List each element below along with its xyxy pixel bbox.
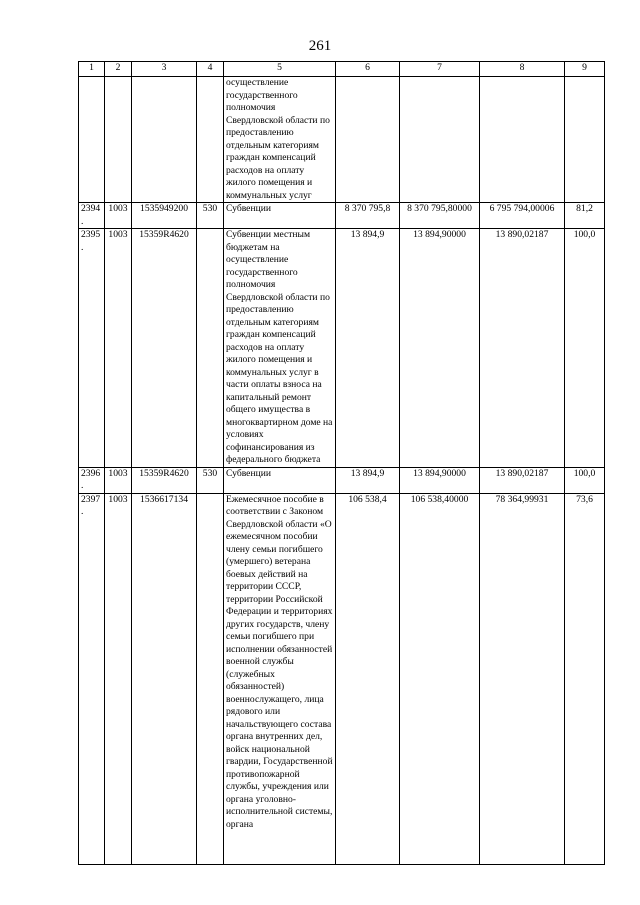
executed-amount	[480, 77, 565, 203]
table-row	[79, 467, 605, 493]
column-header: 2	[105, 62, 132, 77]
execution-percent: 81,2	[565, 203, 605, 229]
column-header: 5	[224, 62, 336, 77]
execution-percent: 73,6	[565, 493, 605, 864]
page-number: 261	[308, 38, 332, 54]
executed-amount: 13 890,02187	[480, 229, 565, 468]
budget-plan-amount: 106 538,40000	[400, 493, 480, 864]
column-header: 8	[480, 62, 565, 77]
section-code: 1003	[105, 203, 132, 229]
executed-amount: 13 890,02187	[480, 467, 565, 493]
approved-amount: 106 538,4	[336, 493, 400, 864]
approved-amount	[336, 77, 400, 203]
expense-type-code	[197, 77, 224, 203]
row-number: 2396.	[79, 467, 105, 493]
row-number: 2397.	[79, 493, 105, 864]
table-header-row	[79, 62, 605, 77]
executed-amount: 6 795 794,00006	[480, 203, 565, 229]
column-header: 7	[400, 62, 480, 77]
target-code	[132, 77, 197, 203]
expense-type-code: 530	[197, 467, 224, 493]
section-code: 1003	[105, 493, 132, 864]
section-code	[105, 77, 132, 203]
approved-amount: 8 370 795,8	[336, 203, 400, 229]
target-code: 1535949200	[132, 203, 197, 229]
target-code: 15359R4620	[132, 229, 197, 468]
item-name: Субвенции местным бюджетам на осуществление государственного полномочия Свердловской области по предоставлению отдельным категориям граждан компенсаций расходов на оплату жилого помещения и коммунальных услуг в части оплаты взноса на капитальный ремонт общего имущества в многоквартирном доме на условиях софинансирования из федерального бюджета	[224, 229, 336, 468]
item-name: осуществление государственного полномочия Свердловской области по предоставлению отдельным категориям граждан компенсаций расходов на оплату жилого помещения и коммунальных услуг	[224, 77, 336, 203]
target-code: 1536617134	[132, 493, 197, 864]
approved-amount: 13 894,9	[336, 229, 400, 468]
item-name: Субвенции	[224, 203, 336, 229]
section-code: 1003	[105, 467, 132, 493]
column-header: 4	[197, 62, 224, 77]
budget-plan-amount	[400, 77, 480, 203]
column-header: 3	[132, 62, 197, 77]
column-header: 6	[336, 62, 400, 77]
column-header: 1	[79, 62, 105, 77]
expense-type-code	[197, 229, 224, 468]
row-number: 2395.	[79, 229, 105, 468]
row-number	[79, 77, 105, 203]
table-row	[79, 493, 605, 864]
column-header: 9	[565, 62, 605, 77]
table-row	[79, 203, 605, 229]
budget-plan-amount: 13 894,90000	[400, 229, 480, 468]
item-name: Субвенции	[224, 467, 336, 493]
expense-type-code	[197, 493, 224, 864]
target-code: 15359R4620	[132, 467, 197, 493]
executed-amount: 78 364,99931	[480, 493, 565, 864]
expense-type-code: 530	[197, 203, 224, 229]
table-row	[79, 229, 605, 468]
approved-amount: 13 894,9	[336, 467, 400, 493]
budget-table	[78, 61, 605, 865]
row-number: 2394.	[79, 203, 105, 229]
execution-percent: 100,0	[565, 467, 605, 493]
budget-plan-amount: 8 370 795,80000	[400, 203, 480, 229]
execution-percent	[565, 77, 605, 203]
budget-plan-amount: 13 894,90000	[400, 467, 480, 493]
table-row	[79, 77, 605, 203]
item-name: Ежемесячное пособие в соответствии с Законом Свердловской области «О ежемесячном пособии члену семьи погибшего (умершего) ветерана боевых действий на территории СССР, территории Российской Федерации и территориях других государств, члену семьи погибшего при исполнении обязанностей военной службы (служебных обязанностей) военнослужащего, лица рядового или начальствующего состава органа внутренних дел, войск национальной гвардии, Государственной противопожарной службы, учреждения или органа уголовно-исполнительной системы, органа	[224, 493, 336, 864]
section-code: 1003	[105, 229, 132, 468]
execution-percent: 100,0	[565, 229, 605, 468]
